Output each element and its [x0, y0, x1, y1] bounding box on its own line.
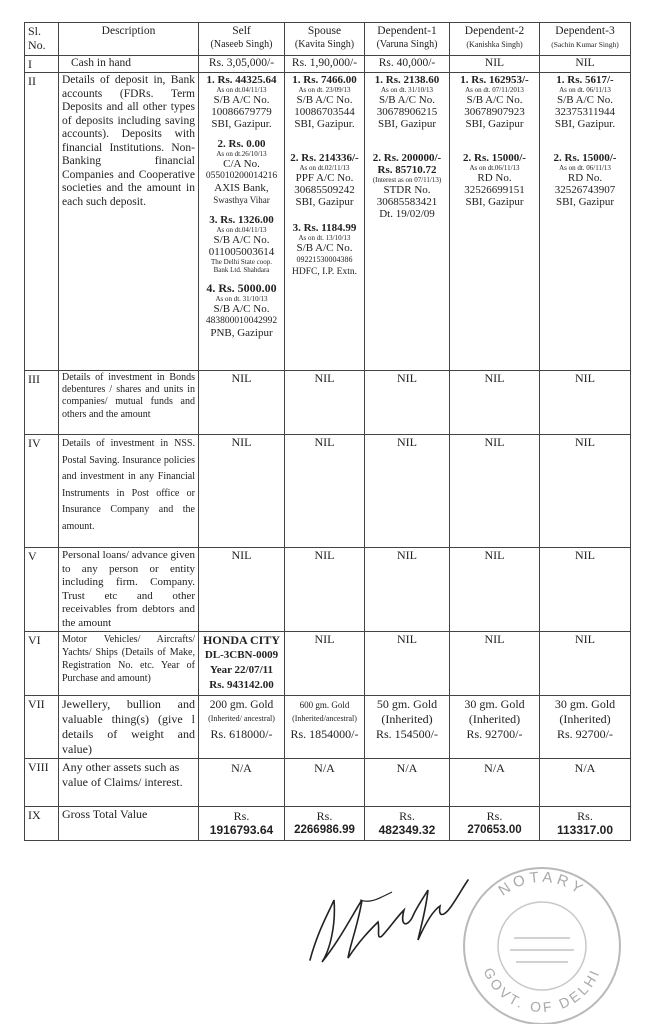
- table-row: [25, 696, 631, 759]
- header-sl: Sl. No.: [25, 23, 59, 56]
- dependent-3-jewellery: 30 gm. Gold (Inherited) Rs. 92700/-: [540, 696, 631, 759]
- spouse-value: NIL: [285, 548, 365, 632]
- dependent-3-total: Rs. 113317.00: [540, 807, 631, 841]
- row-description: Details of investment in NSS. Postal Saving. Insurance policies and investment in any Financial Instruments in Post office or Insurance Company and the amount.: [59, 435, 199, 548]
- header-dependent-2: Dependent-2 (Kanishka Singh): [450, 23, 540, 56]
- dependent-2-value: NIL: [450, 632, 540, 696]
- dependent-2-value: NIL: [450, 371, 540, 435]
- spouse-value: NIL: [285, 371, 365, 435]
- dependent-1-jewellery: 50 gm. Gold (Inherited) Rs. 154500/-: [365, 696, 450, 759]
- row-number: I: [25, 56, 59, 73]
- header-row: [25, 23, 631, 56]
- table-row: [25, 371, 631, 435]
- self-value: Rs. 3,05,000/-: [199, 56, 285, 73]
- deposit-entry: 1. Rs. 162953/- As on dt. 07/11/2013 S/B A/C No. 30678907923 SBI, Gazipur: [460, 74, 529, 130]
- dependent-3-deposits: [540, 73, 631, 371]
- dependent-2-value: N/A: [450, 759, 540, 807]
- deposit-entry: 4. Rs. 5000.00 As on dt. 31/10/13 S/B A/C No. 483800010042992 PNB, Gazipur: [205, 281, 278, 339]
- deposit-entry: 1. Rs. 2138.60 As on dt. 31/10/13 S/B A/C No. 30678906215 SBI, Gazipur: [374, 74, 440, 130]
- dependent-2-deposits: [450, 73, 540, 371]
- table-row: [25, 632, 631, 696]
- row-number: V: [25, 548, 59, 632]
- row-description: Motor Vehicles/ Aircrafts/ Yachts/ Ships (Details of Make, Registration No. etc. Year of Purchase and amount): [59, 632, 199, 696]
- seal-bottom-text: GOVT. OF DELHI: [480, 965, 604, 1016]
- svg-text:NOTARY: [495, 869, 588, 900]
- row-description: Jewellery, bullion and valuable thing(s) (give l details of weight and value): [59, 696, 199, 759]
- table-row: [25, 73, 631, 371]
- deposit-entry: 2. Rs. 214336/- As on dt.02/11/13 PPF A/C No. 30685509242 SBI, Gazipur: [290, 152, 359, 208]
- dependent-1-value: Rs. 40,000/-: [365, 56, 450, 73]
- dependent-3-value: NIL: [540, 371, 631, 435]
- table-row: [25, 435, 631, 548]
- deposit-entry: 2. Rs. 15000/- As on dt. 06/11/13 RD No. 32526743907 SBI, Gazipur: [553, 152, 617, 208]
- row-description: Details of deposit in, Bank accounts (FDRs. Term Deposits and all other types of deposits including saving accounts). Deposits with financial Institutions. Non-Banking financial Companies and Cooperative societies and the amount in each such deposit.: [59, 73, 199, 371]
- table-row: [25, 56, 631, 73]
- dependent-2-value: NIL: [450, 435, 540, 548]
- spouse-total: Rs. 2266986.99: [285, 807, 365, 841]
- self-total: Rs. 1916793.64: [199, 807, 285, 841]
- row-number: VI: [25, 632, 59, 696]
- deposit-entry: 2. Rs. 0.00 As on dt.26/10/13 C/A No. 055010200014216 AXIS Bank, Swasthya Vihar: [205, 138, 278, 205]
- row-description: Cash in hand: [59, 56, 199, 73]
- self-deposits: [199, 73, 285, 371]
- notary-seal: [452, 858, 630, 1024]
- spouse-jewellery: 600 gm. Gold (Inherited/ancestral) Rs. 1854000/-: [285, 696, 365, 759]
- self-value: NIL: [199, 435, 285, 548]
- spouse-value: N/A: [285, 759, 365, 807]
- spouse-value: Rs. 1,90,000/-: [285, 56, 365, 73]
- self-jewellery: 200 gm. Gold (Inherited/ ancestral) Rs. 618000/-: [199, 696, 285, 759]
- dependent-1-value: NIL: [365, 371, 450, 435]
- dependent-3-value: NIL: [540, 548, 631, 632]
- spouse-value: NIL: [285, 435, 365, 548]
- dependent-2-value: NIL: [450, 56, 540, 73]
- dependent-3-value: NIL: [540, 435, 631, 548]
- table-row: [25, 759, 631, 807]
- dependent-3-value: NIL: [540, 632, 631, 696]
- row-number: IV: [25, 435, 59, 548]
- deposit-entry: 1. Rs. 5617/- As on dt. 06/11/13 S/B A/C No. 32375311944 SBI, Gazipur.: [554, 74, 616, 130]
- deposit-entry: 2. Rs. 200000/- Rs. 85710.72 (Interest as on 07/11/13) STDR No. 30685583421 Dt. 19/02/09: [372, 152, 442, 220]
- dependent-1-value: NIL: [365, 632, 450, 696]
- assets-table: [24, 22, 631, 841]
- dependent-2-value: NIL: [450, 548, 540, 632]
- deposit-entry: 3. Rs. 1184.99 As on dt. 13/10/13 S/B A/C No. 09221530004386 HDFC, I.P. Extn.: [292, 222, 357, 277]
- row-description: Details of investment in Bonds debentures / shares and units in companies/ mutual funds and others and the amount: [59, 371, 199, 435]
- header-dependent-1: Dependent-1 (Varuna Singh): [365, 23, 450, 56]
- dependent-2-total: Rs. 270653.00: [450, 807, 540, 841]
- deposit-entry: 1. Rs. 44325.64 As on dt.04/11/13 S/B A/C No. 10086679779 SBI, Gazipur.: [206, 74, 277, 130]
- dependent-1-value: N/A: [365, 759, 450, 807]
- header-description: Description: [59, 23, 199, 56]
- row-description: Gross Total Value: [59, 807, 199, 841]
- header-spouse: Spouse (Kavita Singh): [285, 23, 365, 56]
- dependent-1-value: NIL: [365, 435, 450, 548]
- self-value: NIL: [199, 371, 285, 435]
- table-row: [25, 807, 631, 841]
- row-number: VII: [25, 696, 59, 759]
- row-number: VIII: [25, 759, 59, 807]
- table-row: [25, 548, 631, 632]
- dependent-1-deposits: [365, 73, 450, 371]
- row-number: II: [25, 73, 59, 371]
- self-value: N/A: [199, 759, 285, 807]
- spouse-deposits: [285, 73, 365, 371]
- self-value: NIL: [199, 548, 285, 632]
- deposit-entry: 3. Rs. 1326.00 As on dt.04/11/13 S/B A/C No. 011005003614 The Delhi State coop. Bank Ltd. Shahdara: [208, 214, 275, 274]
- dependent-2-jewellery: 30 gm. Gold (Inherited) Rs. 92700/-: [450, 696, 540, 759]
- row-number: IX: [25, 807, 59, 841]
- self-vehicle: HONDA CITY DL-3CBN-0009 Year 22/07/11 Rs. 943142.00: [199, 632, 285, 696]
- deposit-entry: 2. Rs. 15000/- As on dt.06/11/13 RD No. 32526699151 SBI, Gazipur: [463, 152, 526, 208]
- dependent-3-value: N/A: [540, 759, 631, 807]
- dependent-1-total: Rs. 482349.32: [365, 807, 450, 841]
- row-description: Personal loans/ advance given to any person or entity including firm. Company. Trust etc and other receivables from debtors and the amount: [59, 548, 199, 632]
- row-number: III: [25, 371, 59, 435]
- row-description: Any other assets such as value of Claims/ interest.: [59, 759, 199, 807]
- seal-top-text: NOTARY: [495, 868, 589, 900]
- deposit-entry: 1. Rs. 7466.00 As on dt. 23/09/13 S/B A/C No. 10086703544 SBI, Gazipur.: [292, 74, 357, 130]
- spouse-value: NIL: [285, 632, 365, 696]
- header-self: Self (Naseeb Singh): [199, 23, 285, 56]
- dependent-1-value: NIL: [365, 548, 450, 632]
- dependent-3-value: NIL: [540, 56, 631, 73]
- header-dependent-3: Dependent-3 (Sachin Kumar Singh): [540, 23, 631, 56]
